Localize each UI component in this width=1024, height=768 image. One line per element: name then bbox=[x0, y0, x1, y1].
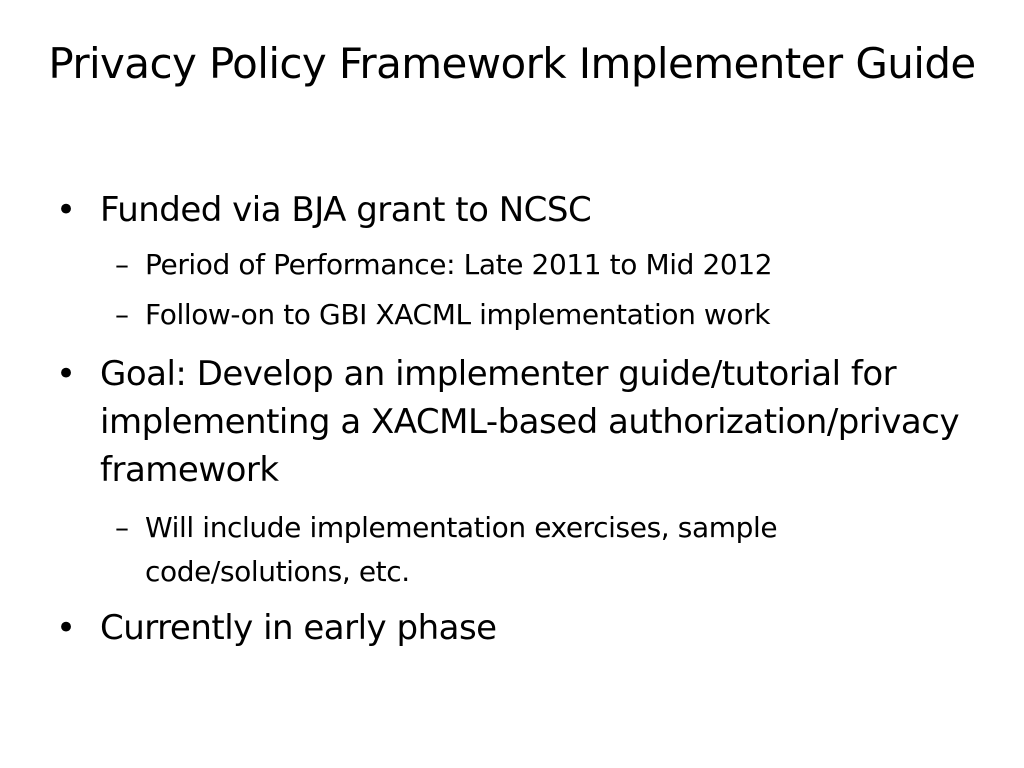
sub-bullet-text: Follow-on to GBI XACML implementation work bbox=[145, 298, 771, 331]
sub-bullet-item bbox=[115, 243, 945, 287]
bullet-marker: • bbox=[56, 190, 76, 230]
sub-bullet-text: Will include implementation exercises, sample code/solutions, etc. bbox=[145, 511, 778, 588]
bullet-text: Currently in early phase bbox=[100, 608, 497, 648]
sub-bullet-item bbox=[115, 293, 945, 337]
sub-bullet-item bbox=[115, 506, 945, 594]
bullet-item bbox=[56, 186, 980, 234]
bullet-text: Funded via BJA grant to NCSC bbox=[100, 190, 592, 230]
bullet-marker: • bbox=[56, 608, 76, 648]
bullet-item bbox=[56, 604, 980, 652]
sub-bullet-marker: – bbox=[115, 298, 129, 331]
slide-title: Privacy Policy Framework Implementer Guide bbox=[48, 39, 976, 88]
bullet-text: Goal: Develop an implementer guide/tutorial for implementing a XACML-based authorization/privacy framework bbox=[100, 354, 960, 490]
sub-bullet-marker: – bbox=[115, 248, 129, 281]
bullet-marker: • bbox=[56, 354, 76, 394]
sub-bullet-marker: – bbox=[115, 511, 129, 544]
bullet-item bbox=[56, 350, 980, 494]
sub-bullet-text: Period of Performance: Late 2011 to Mid 2012 bbox=[145, 248, 773, 281]
